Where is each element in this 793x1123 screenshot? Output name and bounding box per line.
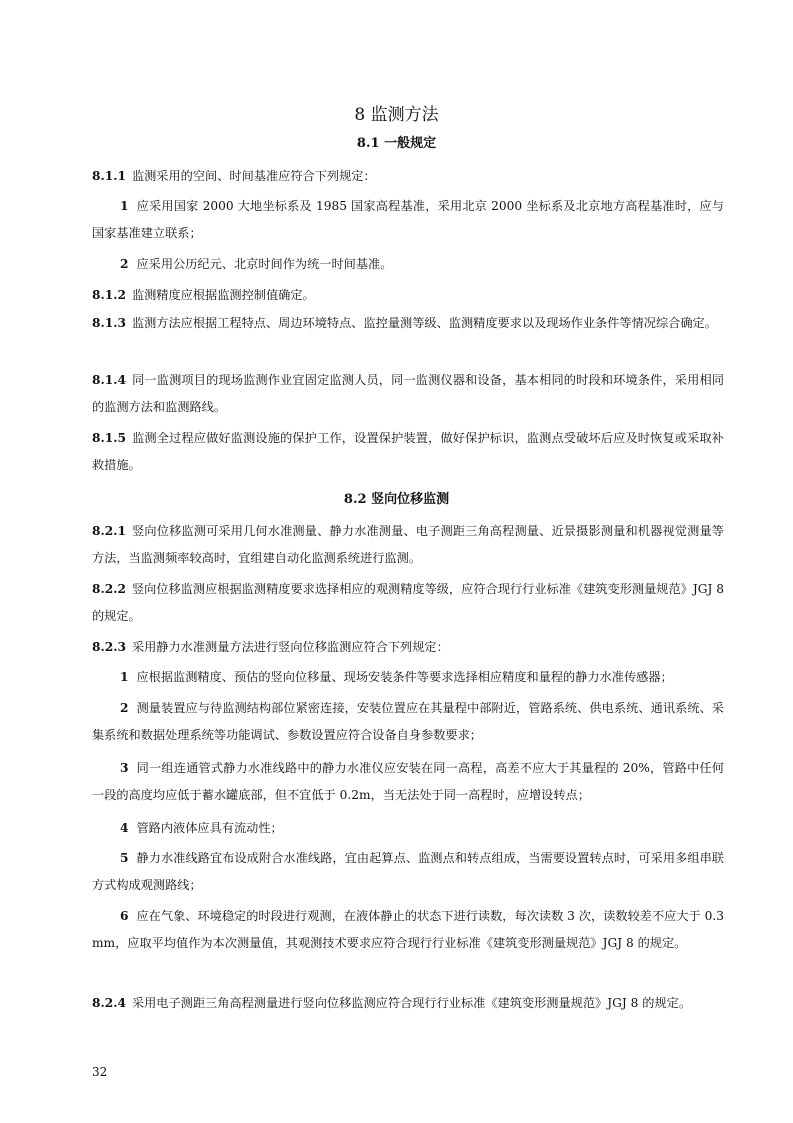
item-number: 3 <box>120 761 129 775</box>
clause-8-1-1-item-2 <box>92 251 724 278</box>
section-title-8-1: 8.1 一般规定 <box>356 136 437 151</box>
clause-text: 同一监测项目的现场监测作业宜固定监测人员，同一监测仪器和设备，基本相同的时段和环境条件，采用相同的监测方法和监测路线。 <box>92 373 724 414</box>
item-number: 2 <box>120 701 129 715</box>
clause-8-2-3-item-1 <box>92 664 724 691</box>
clause-8-1-5 <box>92 425 724 479</box>
clause-8-1-1-item-1 <box>92 193 724 247</box>
clause-8-1-4 <box>92 367 724 421</box>
clause-number: 8.1.4 <box>92 373 126 387</box>
item-number: 5 <box>120 851 129 865</box>
item-text: 管路内液体应具有流动性； <box>136 821 283 835</box>
clause-8-2-3-item-5 <box>92 845 724 899</box>
clause-8-1-3 <box>92 310 724 337</box>
clause-8-2-3-item-6 <box>92 903 724 957</box>
clause-number: 8.1.2 <box>92 288 126 302</box>
clause-number: 8.2.1 <box>92 524 126 538</box>
clause-8-1-1 <box>92 163 724 190</box>
clause-8-2-3-item-3 <box>92 755 724 809</box>
clause-8-2-1 <box>92 518 724 572</box>
clause-number: 8.1.1 <box>92 169 126 183</box>
chapter-title: 8 监测方法 <box>354 105 439 125</box>
item-number: 1 <box>120 670 129 684</box>
item-text: 静力水准线路宜布设成附合水准线路，宜由起算点、监测点和转点组成，当需要设置转点时，可采用多组串联方式构成观测路线； <box>92 851 724 892</box>
clause-text: 竖向位移监测可采用几何水准测量、静力水准测量、电子测距三角高程测量、近景摄影测量和机器视觉测量等方法，当监测频率较高时，宜组建自动化监测系统进行监测。 <box>92 524 724 565</box>
item-text: 应采用国家 2000 大地坐标系及 1985 国家高程基准，采用北京 2000 坐标系及北京地方高程基准时，应与国家基准建立联系； <box>92 199 724 240</box>
clause-number: 8.1.3 <box>92 316 126 330</box>
clause-number: 8.2.4 <box>92 996 126 1010</box>
clause-text: 监测方法应根据工程特点、周边环境特点、监控量测等级、监测精度要求以及现场作业条件等情况综合确定。 <box>131 316 717 330</box>
item-number: 2 <box>120 257 129 271</box>
item-text: 同一组连通管式静力水准线路中的静力水准仪应安装在同一高程，高差不应大于其量程的 20%，管路中任何一段的高度均应低于蓄水罐底部，但不宜低于 0.2m，当无法处于同一高程时，应增设转点； <box>92 761 724 802</box>
item-number: 6 <box>120 909 129 923</box>
clause-8-1-2 <box>92 282 724 309</box>
clause-8-2-3-item-4 <box>92 815 724 842</box>
item-text: 应采用公历纪元、北京时间作为统一时间基准。 <box>136 257 393 271</box>
clause-8-2-3-item-2 <box>92 695 724 749</box>
clause-text: 监测精度应根据监测控制值确定。 <box>131 288 315 302</box>
item-number: 4 <box>120 821 129 835</box>
page-number: 32 <box>92 1065 108 1079</box>
item-text: 应根据监测精度、预估的竖向位移量、现场安装条件等要求选择相应精度和量程的静力水准传感器； <box>136 670 673 684</box>
clause-8-2-3 <box>92 634 724 661</box>
clause-8-2-2 <box>92 576 724 630</box>
clause-number: 8.2.3 <box>92 640 126 654</box>
clause-text: 监测全过程应做好监测设施的保护工作，设置保护装置，做好保护标识，监测点受破坏后应及时恢复或采取补救措施。 <box>92 431 724 472</box>
clause-text: 竖向位移监测应根据监测精度要求选择相应的观测精度等级，应符合现行行业标准《建筑变形测量规范》JGJ 8 的规定。 <box>92 582 724 623</box>
clause-number: 8.2.2 <box>92 582 126 596</box>
item-text: 应在气象、环境稳定的时段进行观测，在液体静止的状态下进行读数，每次读数 3 次，读数较差不应大于 0.3mm，应取平均值作为本次测量值，其观测技术要求应符合现行行业标准《建筑变形测量规范》JGJ 8 的规定。 <box>92 909 724 950</box>
clause-text: 采用静力水准测量方法进行竖向位移监测应符合下列规定： <box>131 640 449 654</box>
item-number: 1 <box>120 199 129 213</box>
item-text: 测量装置应与待监测结构部位紧密连接，安装位置应在其量程中部附近，管路系统、供电系统、通讯系统、采集系统和数据处理系统等功能调试、参数设置应符合设备自身参数要求； <box>92 701 724 742</box>
section-title-8-2: 8.2 竖向位移监测 <box>343 492 450 507</box>
clause-text: 监测采用的空间、时间基准应符合下列规定： <box>131 169 376 183</box>
clause-8-2-4 <box>92 990 724 1017</box>
clause-number: 8.1.5 <box>92 431 126 445</box>
clause-text: 采用电子测距三角高程测量进行竖向位移监测应符合现行行业标准《建筑变形测量规范》JGJ 8 的规定。 <box>131 996 692 1010</box>
